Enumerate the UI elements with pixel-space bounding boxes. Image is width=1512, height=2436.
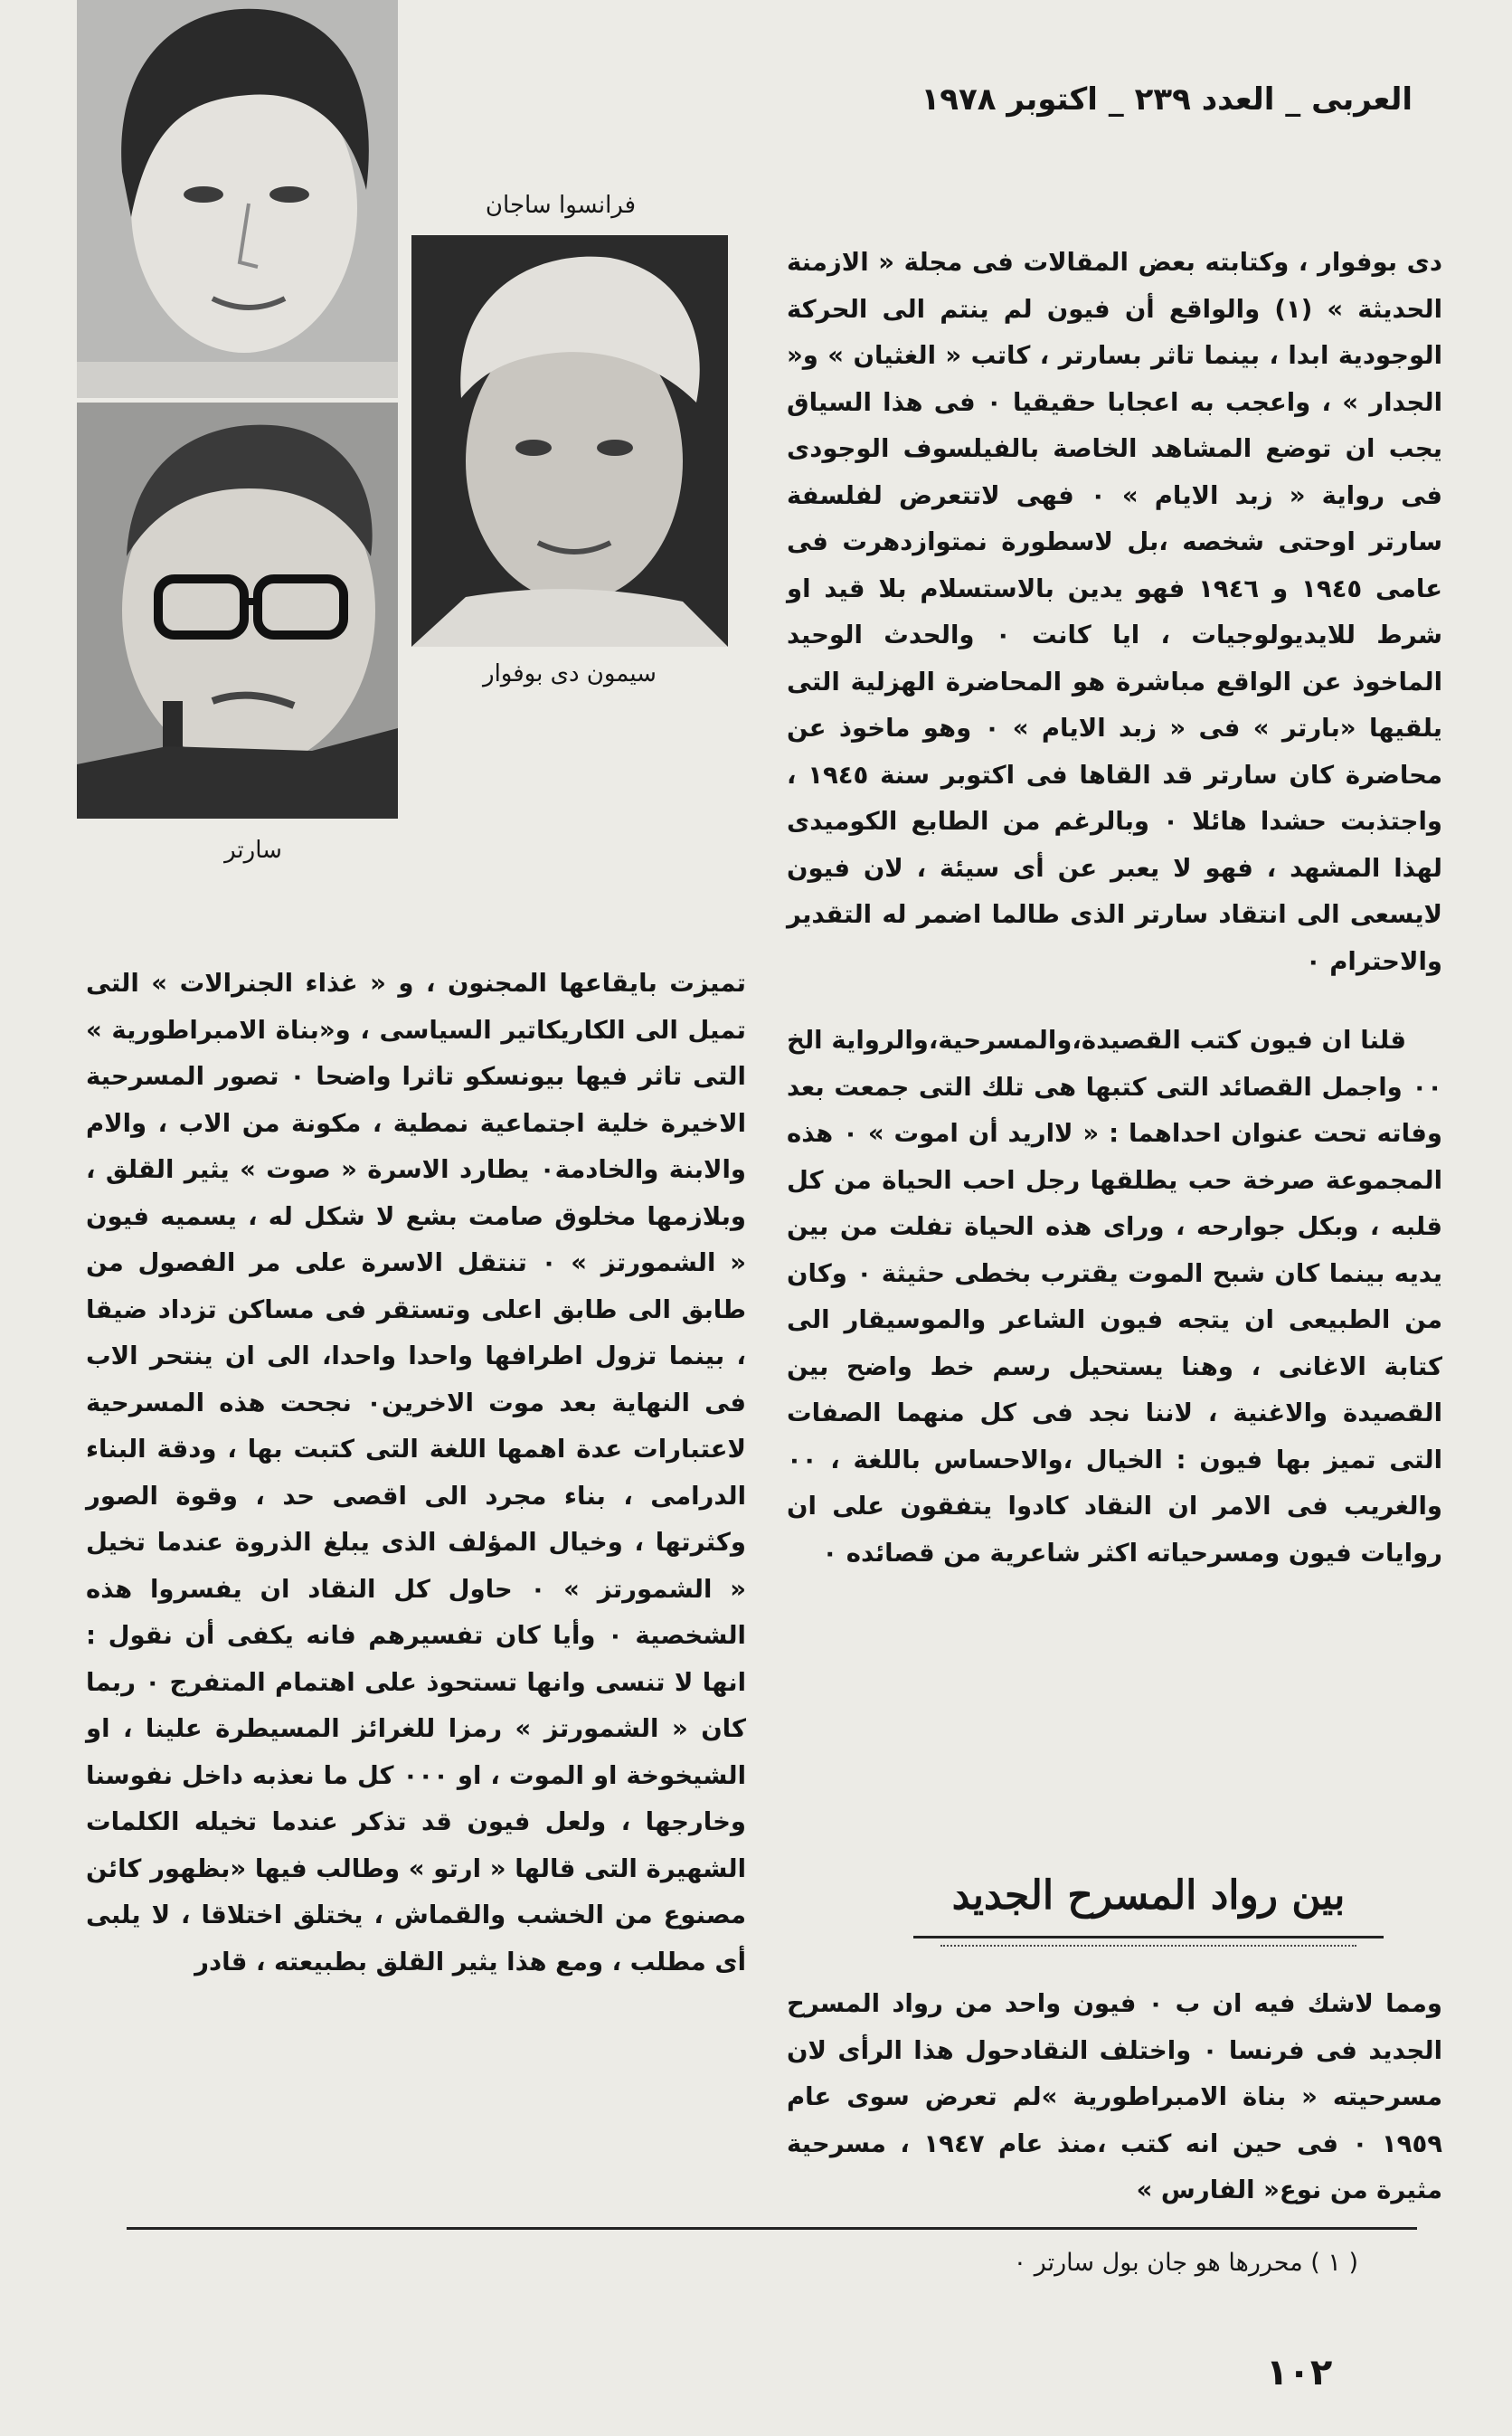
footnote-divider (127, 2227, 1417, 2230)
photo-beauvoir (411, 235, 728, 647)
photo-sartre (77, 403, 398, 819)
right-paragraph-2: قلنا ان فيون كتب القصيدة،والمسرحية،والرواية الخ ٠٠ واجمل القصائد التى كتبها هى تلك التى جمعت بعد وفاته تحت عنوان احداهما : « لااريد أن اموت » ٠ هذه المجموعة صرخة حب يطلقها رجل احب الحياة من كل قلبه ، وبكل جوارحه ، وراى هذه الحياة تفلت من بين يديه بينما كان شبح الموت يقترب بخطى حثيثة ٠ وكان من الطبيعى ان يتجه فيون الشاعر والموسيقار الى كتابة الاغانى ، وهنا يستحيل رسم خط واضح بين القصيدة والاغنية ، لاننا نجد فى كل منهما الصفات التى تميز بها فيون : الخيال ،والاحساس باللغة ، ٠٠ والغريب فى الامر ان النقاد كادوا يتفقون على ان روايات فيون ومسرحياته اكثر شاعرية من قصائده ٠ (787, 1026, 1442, 1568)
section-paragraph-block (787, 1981, 1442, 2214)
section-title-underline (913, 1936, 1384, 1938)
right-column (787, 240, 1442, 1577)
footnote: ( ١ ) محررها هو جان بول سارتر ٠ (1013, 2249, 1358, 2277)
section-title-dotted-rule (940, 1945, 1356, 1947)
caption-beauvoir: سيمون دى بوفوار (483, 660, 657, 687)
caption-sagan: فرانسوا ساجان (485, 192, 637, 219)
section-title: بين رواد المسرح الجديد (951, 1872, 1346, 1919)
portrait-man-image (77, 403, 398, 819)
portrait-woman-turban-image (411, 235, 728, 647)
portrait-woman-image (77, 0, 398, 398)
section-paragraph: ومما لاشك فيه ان ب ٠ فيون واحد من رواد المسرح الجديد فى فرنسا ٠ واختلف النقادحول هذا الرأى لان مسرحيته « بناة الامبراطورية »لم تعرض سوى عام ١٩٥٩ ٠ فى حين انه كتب ،منذ عام ١٩٤٧ ، مسرحية مثيرة من نوع« الفارس » (787, 1989, 1443, 2204)
caption-sartre: سارتر (224, 837, 282, 864)
left-column (86, 961, 746, 1986)
photo-sagan (77, 0, 398, 398)
left-paragraph: تميزت بايقاعها المجنون ، و « غذاء الجنرالات » التى تميل الى الكاريكاتير السياسى ، و«بناة الامبراطورية » التى تاثر فيها بيونسكو تاثرا واضحا ٠ تصور المسرحية الاخيرة خلية اجتماعية نمطية ، مكونة من الاب ، والام والابنة والخادمة٠ يطارد الاسرة « صوت » يثير القلق ، وبلازمها مخلوق صامت بشع لا شكل له ، يسميه فيون « الشمورتز » ٠ تنتقل الاسرة على مر الفصول من طابق الى طابق اعلى وتستقر فى مساكن تزداد ضيقا ، بينما تزول اطرافها واحدا واحدا، الى ان ينتحر الاب فى النهاية بعد موت الاخرين٠ نجحت هذه المسرحية لاعتبارات عدة اهمها اللغة التى كتبت بها ، ودقة البناء الدرامى ، بناء مجرد الى اقصى حد ، وقوة الصور وكثرتها ، وخيال المؤلف الذى يبلغ الذروة عندما تخيل « الشمورتز » ٠ حاول كل النقاد ان يفسروا هذه الشخصية ٠ وأيا كان تفسيرهم فانه يكفى أن نقول : انها لا تنسى وانها تستحوذ على اهتمام المتفرج ٠ ربما كان « الشمورتز » رمزا للغرائز المسيطرة علينا ، او الشيخوخة او الموت ، او ٠٠٠ كل ما نعذبه داخل نفوسنا وخارجها ، ولعل فيون قد تذكر عندما تخيله الكلمات الشهيرة التى قالها « ارتو » وطالب فيها «بظهور كائن مصنوع من الخشب والقماش ، يختلق اختلاقا ، لا يلبى أى مطلب ، ومع هذا يثير القلق بطبيعته ، قادر (86, 969, 747, 1976)
running-header: العربى _ العدد ٢٣٩ _ اكتوبر ١٩٧٨ (921, 81, 1413, 118)
right-paragraph-1: دى بوفوار ، وكتابته بعض المقالات فى مجلة « الازمنة الحديثة » (١) والواقع أن فيون لم ينتم الى الحركة الوجودية ابدا ، بينما تاثر بسارتر ، كاتب « الغثيان » و« الجدار » ، واعجب به اعجابا حقيقيا ٠ فى هذا السياق يجب ان توضع المشاهد الخاصة بالفيلسوف الوجودى فى رواية « زبد الايام » ٠ فهى لاتتعرض لفلسفة سارتر اوحتى شخصه ،بل لاسطورة نمتوازدهرت فى عامى ١٩٤٥ و ١٩٤٦ فهو يدين بالاستسلام بلا قيد او شرط للايديولوجيات ، ايا كانت ٠ والحدث الوحيد الماخوذ عن الواقع مباشرة هو المحاضرة الهزلية التى يلقيها «بارتر » فى « زبد الايام » ٠ وهو ماخوذ عن محاضرة كان سارتر قد القاها فى اكتوبر سنة ١٩٤٥ ، واجتذبت حشدا هائلا ٠ وبالرغم من الطابع الكوميدى لهذا المشهد ، فهو لا يعبر عن أى سيئة ، لان فيون لايسعى الى انتقاد سارتر الذى طالما اضمر له التقدير والاحترام ٠ (787, 248, 1443, 976)
page-number: ١٠٢ (1266, 2352, 1333, 2393)
